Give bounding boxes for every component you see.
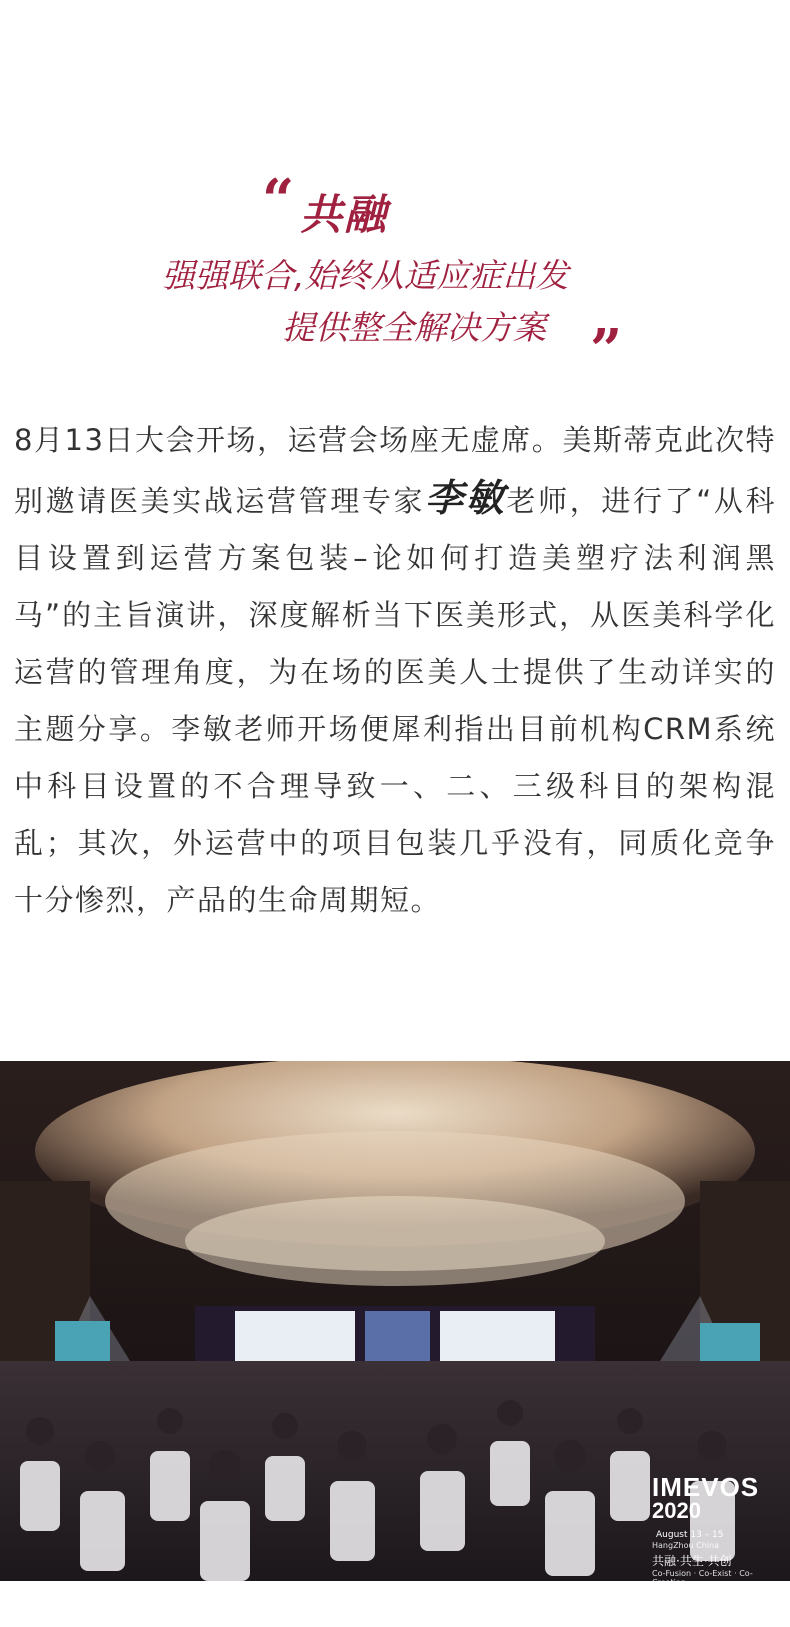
article-text-part-1: 8月13日大会开场，运营会场座无虚席。美斯蒂克此次特别邀请医美实战运营管理专家 [14,423,776,518]
logo-city: HangZhou China [652,1541,719,1550]
logo-wordmark: IMEVOS [652,1472,760,1502]
quote-line-1: 强强联合,始终从适应症出发 [162,256,569,295]
speaker-name: 李敏 [425,475,507,520]
logo-tagline: 共融·共生·共创 [652,1554,732,1568]
open-quote-mark: “ [262,167,295,233]
section-title: 共融 [300,190,389,239]
logo-subline: Co-Fusion · Co-Exist · Co-Creation [652,1569,753,1587]
quote-line-2: 提供整全解决方案 [282,308,546,347]
article-paragraph [14,412,776,929]
quote-block [0,160,790,383]
article-text-part-2: 老师，进行了“从科目设置到运营方案包装–论如何打造美塑疗法利润黑马”的主旨演讲，深度解析当下医美形式，从医美科学化运营的管理角度，为在场的医美人士提供了生动详实的主题分享。李敏老师开场便犀利指出目前机构CRM系统中科目设置的不合理导致一、二、三级科目的架构混乱；其次，外运营中的项目包装几乎没有，同质化竞争十分惨烈，产品的生命周期短。 [14,484,776,917]
logo-year: 2020 [652,1498,701,1523]
event-logo [652,1472,772,1587]
close-quote-mark: ” [590,317,623,383]
logo-date: August 13 – 15 [656,1530,724,1540]
